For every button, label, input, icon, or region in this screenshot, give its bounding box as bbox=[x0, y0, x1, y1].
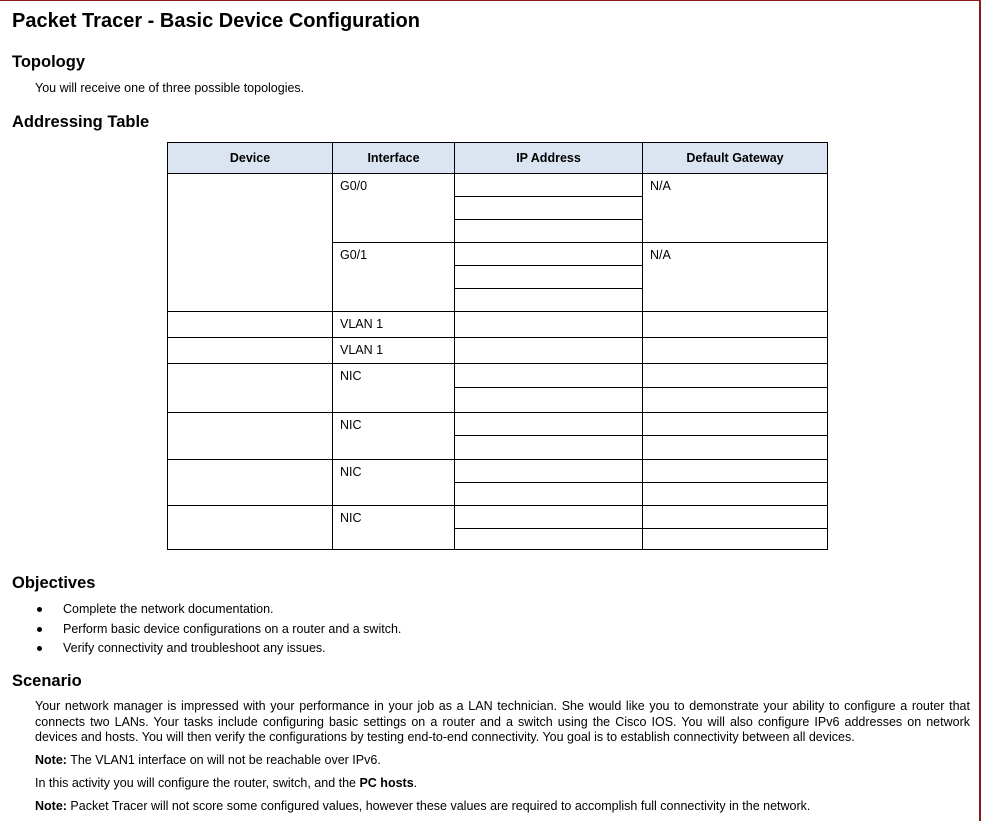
device-cell bbox=[168, 312, 333, 338]
header-device: Device bbox=[168, 143, 333, 174]
note-label: Note: bbox=[35, 799, 67, 813]
gateway-cell bbox=[643, 388, 828, 413]
device-cell bbox=[168, 174, 333, 312]
scenario-heading: Scenario bbox=[12, 672, 82, 690]
objectives-heading: Objectives bbox=[12, 574, 96, 592]
ip-cell bbox=[455, 483, 643, 506]
list-item: Verify connectivity and troubleshoot any issues. bbox=[35, 640, 401, 660]
header-default-gateway: Default Gateway bbox=[643, 143, 828, 174]
interface-cell: NIC bbox=[333, 413, 455, 460]
device-cell bbox=[168, 364, 333, 413]
header-ip-address: IP Address bbox=[455, 143, 643, 174]
ip-cell bbox=[455, 436, 643, 460]
table-row bbox=[168, 174, 828, 197]
activity-bold: PC hosts bbox=[359, 776, 414, 790]
gateway-cell bbox=[643, 312, 828, 338]
device-cell bbox=[168, 506, 333, 550]
ip-cell bbox=[455, 413, 643, 436]
ip-cell bbox=[455, 243, 643, 266]
ip-cell bbox=[455, 197, 643, 220]
addressing-table bbox=[167, 142, 828, 550]
activity-text bbox=[35, 775, 417, 791]
interface-cell: NIC bbox=[333, 506, 455, 550]
ip-cell bbox=[455, 312, 643, 338]
list-item: Perform basic device configurations on a router and a switch. bbox=[35, 621, 401, 641]
device-cell bbox=[168, 338, 333, 364]
gateway-cell bbox=[643, 413, 828, 436]
table-row bbox=[168, 364, 828, 388]
ip-cell bbox=[455, 338, 643, 364]
gateway-cell bbox=[643, 460, 828, 483]
device-cell bbox=[168, 460, 333, 506]
gateway-cell: N/A bbox=[643, 174, 828, 243]
note-label: Note: bbox=[35, 753, 67, 767]
gateway-cell bbox=[643, 364, 828, 388]
topology-text: You will receive one of three possible topologies. bbox=[35, 81, 305, 95]
ip-cell bbox=[455, 289, 643, 312]
gateway-cell bbox=[643, 529, 828, 550]
table-row bbox=[168, 460, 828, 483]
table-row bbox=[168, 338, 828, 364]
interface-cell: NIC bbox=[333, 460, 455, 506]
gateway-cell bbox=[643, 506, 828, 529]
ip-cell bbox=[455, 460, 643, 483]
table-row bbox=[168, 312, 828, 338]
table-row bbox=[168, 506, 828, 529]
list-item: Complete the network documentation. bbox=[35, 601, 401, 621]
gateway-cell bbox=[643, 338, 828, 364]
gateway-cell bbox=[643, 483, 828, 506]
interface-cell: VLAN 1 bbox=[333, 312, 455, 338]
page-title: Packet Tracer - Basic Device Configuration bbox=[12, 10, 420, 32]
interface-cell: NIC bbox=[333, 364, 455, 413]
ip-cell bbox=[455, 174, 643, 197]
ip-cell bbox=[455, 529, 643, 550]
gateway-cell bbox=[643, 436, 828, 460]
ip-cell bbox=[455, 388, 643, 413]
addressing-table-heading: Addressing Table bbox=[12, 113, 150, 131]
topology-heading: Topology bbox=[12, 53, 86, 71]
ip-cell bbox=[455, 506, 643, 529]
ip-cell bbox=[455, 266, 643, 289]
header-interface: Interface bbox=[333, 143, 455, 174]
device-cell bbox=[168, 413, 333, 460]
scenario-paragraph: Your network manager is impressed with your performance in your job as a LAN technician. She would like you to demonstrate your ability to configure a router that connects two LANs. Your tasks include configuring basic settings on a router and a switch using the Cisco IOS. You will also configure IPv6 addresses on network devices and hosts. You will then verify the configurations by testing end-to-end connectivity. You goal is to establish connectivity between all devices. bbox=[35, 699, 970, 744]
table-header-row bbox=[168, 143, 828, 174]
interface-cell: G0/0 bbox=[333, 174, 455, 243]
activity-end: . bbox=[413, 776, 418, 790]
interface-cell: G0/1 bbox=[333, 243, 455, 312]
note-scoring bbox=[35, 798, 810, 814]
ip-cell bbox=[455, 364, 643, 388]
table-row bbox=[168, 413, 828, 436]
activity-lead: In this activity you will configure the router, switch, and the bbox=[35, 776, 360, 790]
interface-cell: VLAN 1 bbox=[333, 338, 455, 364]
objectives-list bbox=[35, 601, 401, 660]
ip-cell bbox=[455, 220, 643, 243]
gateway-cell: N/A bbox=[643, 243, 828, 312]
note-text: Packet Tracer will not score some configured values, however these values are required to accomplish full connectivity in the network. bbox=[66, 799, 811, 813]
note-text: The VLAN1 interface on will not be reachable over IPv6. bbox=[66, 753, 381, 767]
note-vlan bbox=[35, 752, 381, 768]
